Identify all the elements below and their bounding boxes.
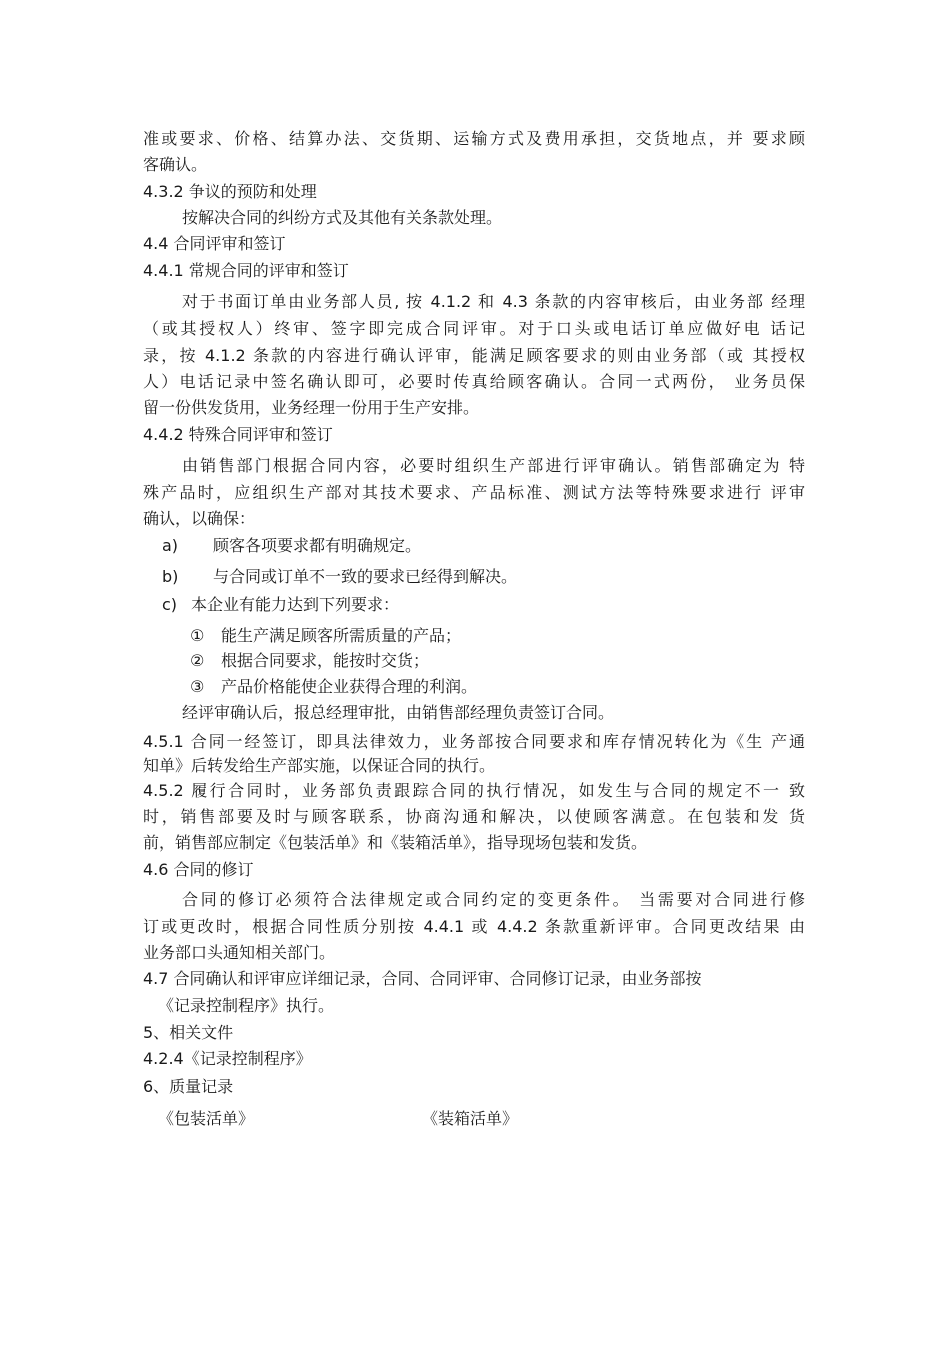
heading-4-4-2: 4.4.2 特殊合同评审和签订 [143,425,333,444]
paragraph-4-4-1-line-4: 人）电话记录中签名确认即可，必要时传真给顾客确认。合同一式两份， 业务员保 [143,372,805,391]
list-item-c: 本企业有能力达到下列要求： [191,595,400,614]
paragraph-4-5-2-line-3: 前，销售部应制定《包装活单》和《装箱活单》，指导现场包装和发货。 [143,833,648,852]
paragraph-4-6-line-2: 订或更改时，根据合同性质分别按 4.4.1 或 4.4.2 条款重新评审。合同更改结果 由 [143,917,805,936]
paragraph-4-5-2-line-1: 4.5.2 履行合同时，业务部负责跟踪合同的执行情况，如发生与合同的规定不一 致 [143,781,805,800]
paragraph-4-5-1-line-1: 4.5.1 合同一经签订，即具法律效力，业务部按合同要求和库存情况转化为《生 产通 [143,732,805,751]
paragraph-4-5-1-line-2: 知单》后转发给生产部实施，以保证合同的执行。 [143,756,496,775]
paragraph-4-3-2: 按解决合同的纠纷方式及其他有关条款处理。 [182,208,503,227]
circled-marker-3: ③ [190,677,205,696]
record-boxing-list: 《装箱活单》 [422,1109,519,1128]
heading-4-6: 4.6 合同的修订 [143,860,254,879]
paragraph-4-6-line-3: 业务部口头通知相关部门。 [143,943,336,962]
heading-4-4: 4.4 合同评审和签订 [143,234,286,253]
intro-line-2: 客确认。 [143,155,208,174]
circled-marker-2: ② [190,651,205,670]
record-packing-list: 《包装活单》 [158,1109,255,1128]
list-item-b: 与合同或订单不一致的要求已经得到解决。 [213,567,518,586]
heading-4-4-1: 4.4.1 常规合同的评审和签订 [143,261,349,280]
related-document: 4.2.4《记录控制程序》 [143,1049,312,1068]
after-list-text: 经评审确认后，报总经理审批，由销售部经理负责签订合同。 [182,703,615,722]
list-marker-a: a) [162,536,179,555]
paragraph-4-4-1-line-1: 对于书面订单由业务部人员, 按 4.1.2 和 4.3 条款的内容审核后，由业务部 经理 [182,292,805,311]
circled-item-1: 能生产满足顾客所需质量的产品； [221,626,462,645]
list-marker-b: b) [162,567,179,586]
paragraph-4-4-2-line-1: 由销售部门根据合同内容，必要时组织生产部进行评审确认。销售部确定为 特 [182,456,805,475]
heading-6: 6、质量记录 [143,1077,234,1096]
list-marker-c: c) [162,595,178,614]
paragraph-4-4-1-line-3: 录，按 4.1.2 条款的内容进行确认评审，能满足顾客要求的则由业务部（或 其授权 [143,346,805,365]
paragraph-4-4-1-line-2: （或其授权人）终审、签字即完成合同评审。对于口头或电话订单应做好电 话记 [143,319,805,338]
paragraph-4-4-2-line-2: 殊产品时，应组织生产部对其技术要求、产品标准、测试方法等特殊要求进行 评审 [143,483,805,502]
intro-line-1: 准或要求、价格、结算办法、交货期、运输方式及费用承担，交货地点，并 要求顾 [143,129,805,148]
heading-4-3-2: 4.3.2 争议的预防和处理 [143,182,317,201]
paragraph-4-7-line-1: 4.7 合同确认和评审应详细记录，合同、合同评审、合同修订记录，由业务部按 [143,969,702,988]
circled-item-2: 根据合同要求，能按时交货； [221,651,430,670]
list-item-a: 顾客各项要求都有明确规定。 [213,536,422,555]
paragraph-4-5-2-line-2: 时，销售部要及时与顾客联系，协商沟通和解决，以使顾客满意。在包装和发 货 [143,807,805,826]
heading-5: 5、相关文件 [143,1023,234,1042]
paragraph-4-4-2-line-3: 确认，以确保： [143,509,256,528]
paragraph-4-7-line-2: 《记录控制程序》执行。 [158,996,335,1015]
circled-item-3: 产品价格能使企业获得合理的利润。 [221,677,478,696]
paragraph-4-4-1-line-5: 留一份供发货用，业务经理一份用于生产安排。 [143,398,480,417]
circled-marker-1: ① [190,626,205,645]
paragraph-4-6-line-1: 合同的修订必须符合法律规定或合同约定的变更条件。 当需要对合同进行修 [182,890,805,909]
